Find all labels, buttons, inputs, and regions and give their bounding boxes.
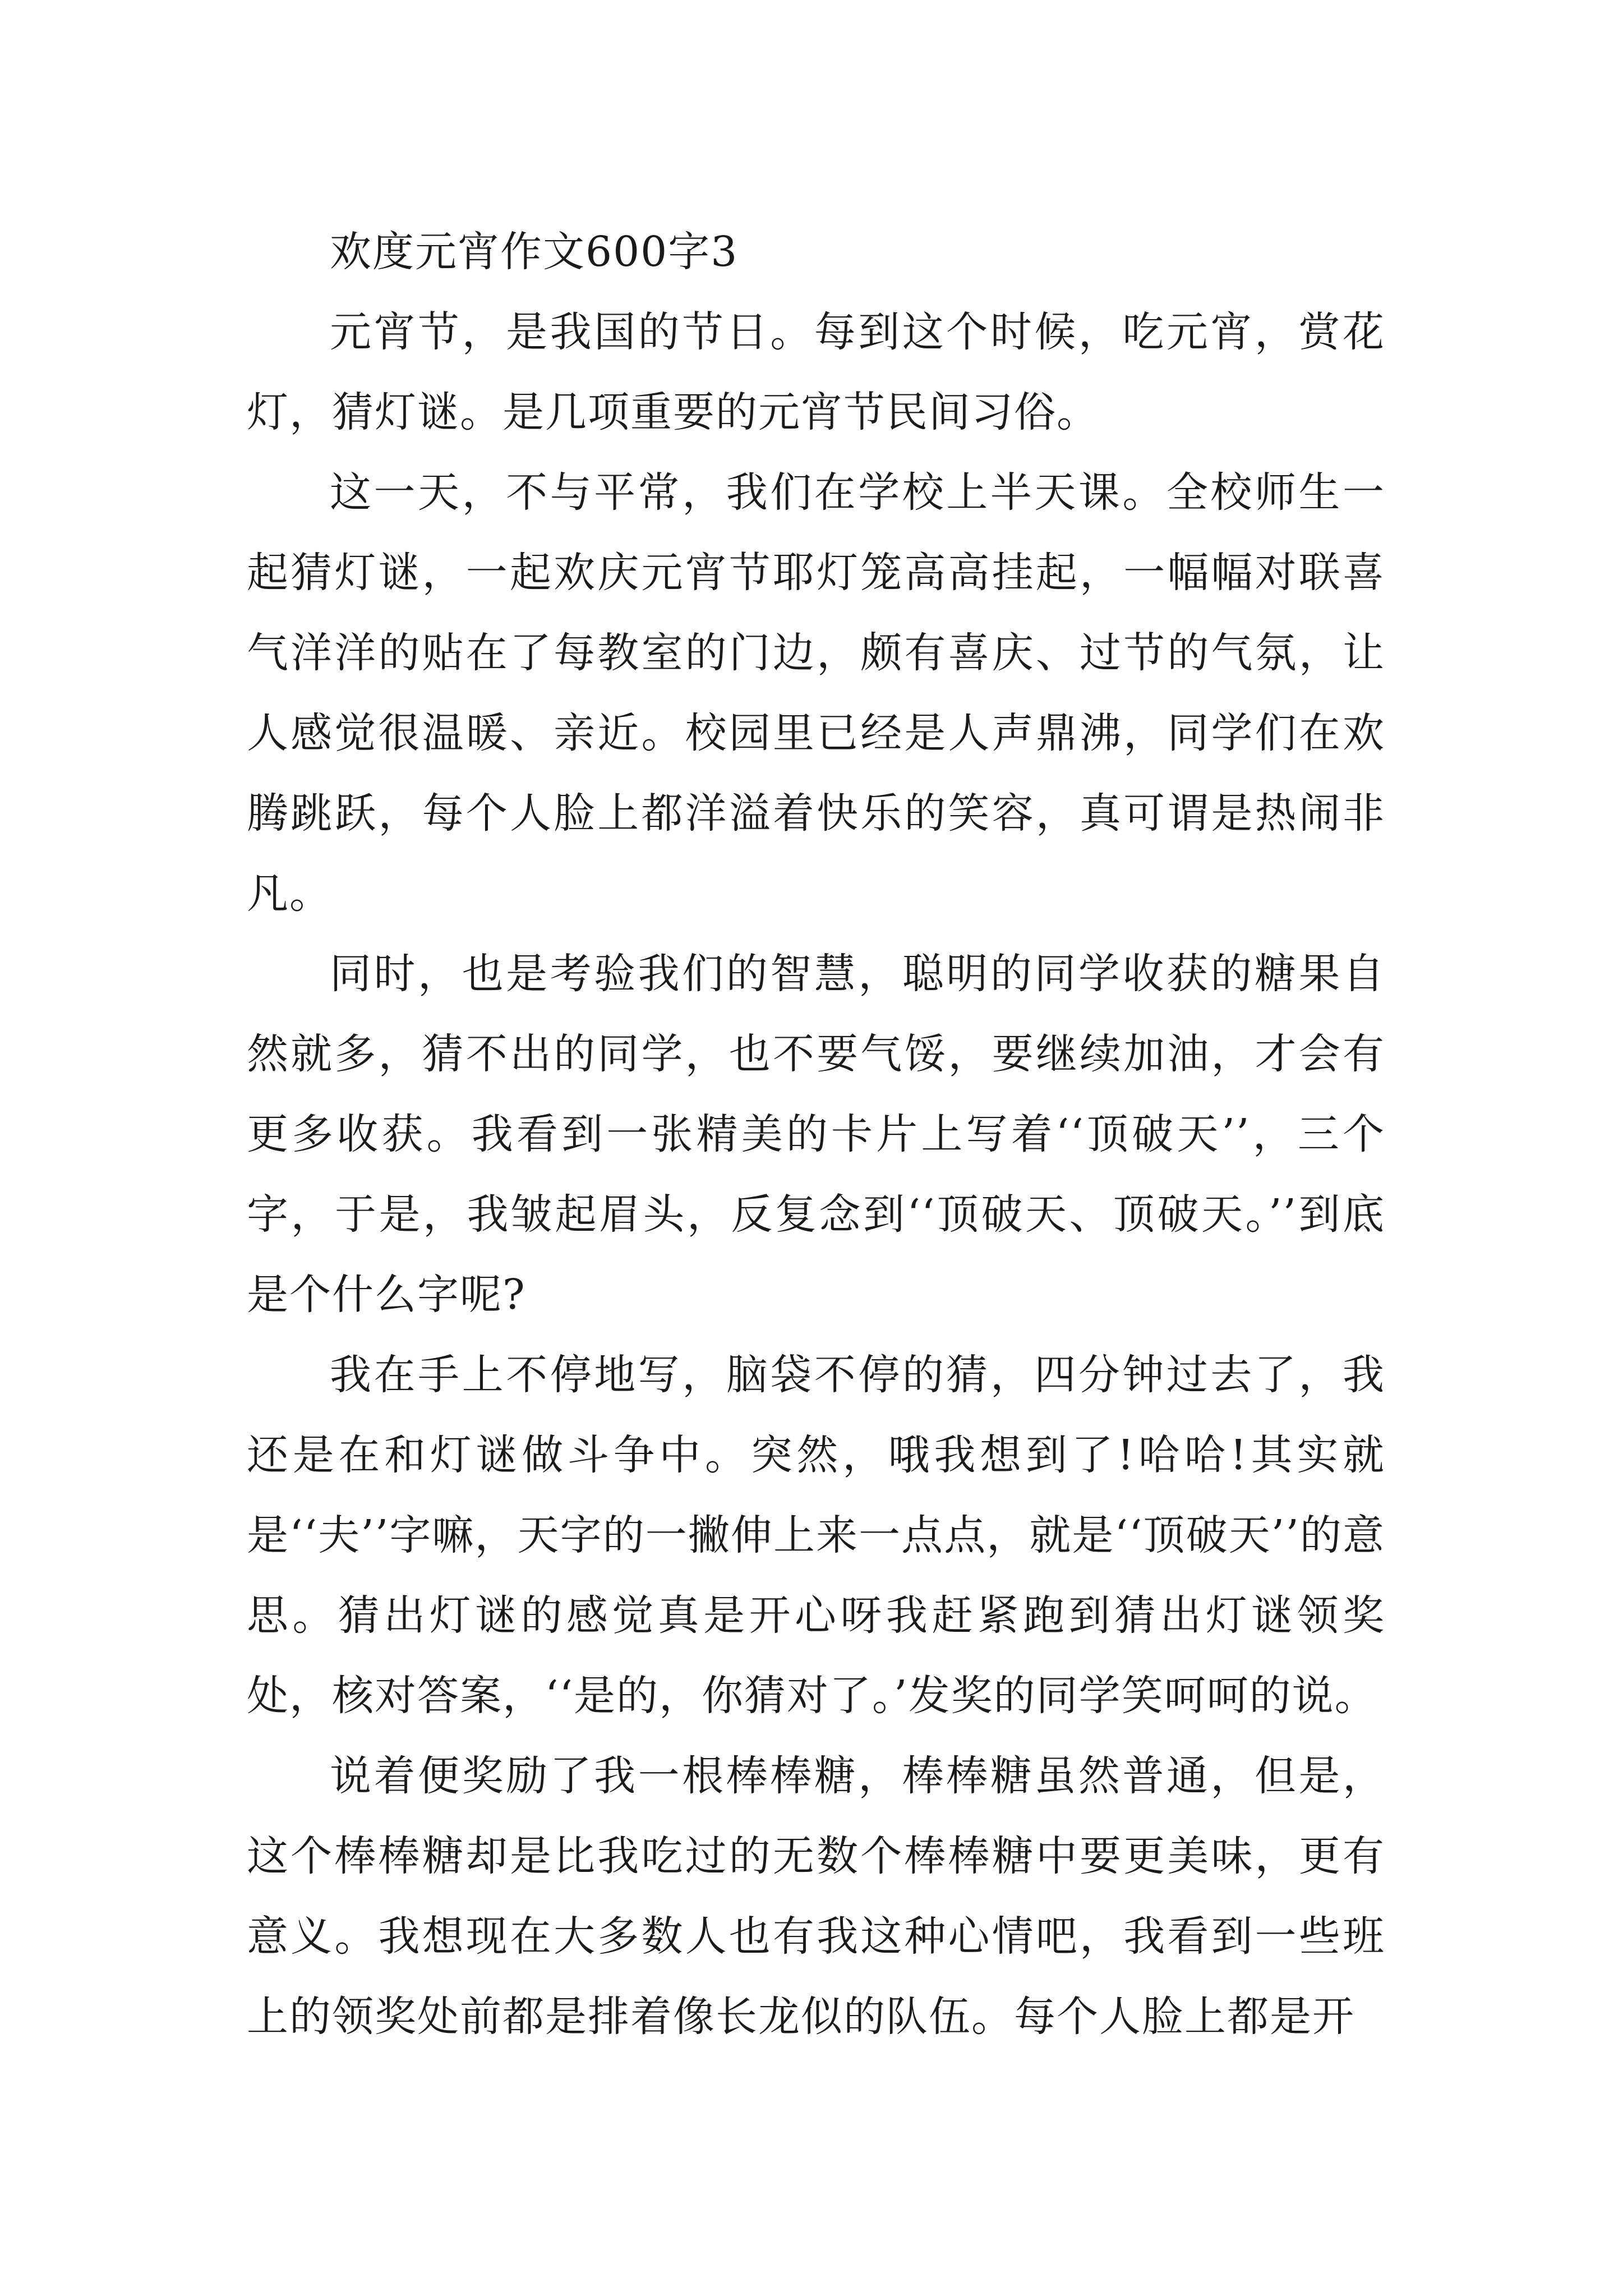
essay-title: 欢度元宵作文600字3 <box>330 228 739 276</box>
paragraph-1: 元宵节，是我国的节日。每到这个时候，吃元宵，赏花灯，猜灯谜。是几项重要的元宵节民间习俗。 <box>247 308 1385 436</box>
paragraph-2: 这一天，不与平常，我们在学校上半天课。全校师生一起猜灯谜，一起欢庆元宵节耶灯笼高高挂起，一幅幅对联喜气洋洋的贴在了每教室的门边，颇有喜庆、过节的气氛，让人感觉很温暖、亲近。校园里已经是人声鼎沸，同学们在欢腾跳跃，每个人脸上都洋溢着快乐的笑容，真可谓是热闹非凡。 <box>247 468 1385 918</box>
paragraph-3: 同时，也是考验我们的智慧，聪明的同学收获的糖果自然就多，猜不出的同学，也不要气馁，要继续加油，才会有更多收获。我看到一张精美的卡片上写着‘‘顶破天’’，三个字，于是，我皱起眉头，反复念到‘‘顶破天、顶破天。’’到底是个什么字呢? <box>247 950 1385 1319</box>
paragraph-5: 说着便奖励了我一根棒棒糖，棒棒糖虽然普通，但是，这个棒棒糖却是比我吃过的无数个棒棒糖中要更美味，更有意义。我想现在大多数人也有我这种心情吧，我看到一些班上的领奖处前都是排着像长龙似的队伍。每个人脸上都是开 <box>247 1752 1385 2041</box>
document-body <box>247 212 1385 2057</box>
paragraph-4: 我在手上不停地写，脑袋不停的猜，四分钟过去了，我还是在和灯谜做斗争中。突然，哦我想到了!哈哈!其实就是‘‘夫’’字嘛，天字的一撇伸上来一点点，就是‘‘顶破天’’的意思。猜出灯谜的感觉真是开心呀我赶紧跑到猜出灯谜领奖处，核对答案，‘‘是的，你猜对了。’发奖的同学笑呵呵的说。 <box>247 1351 1385 1720</box>
